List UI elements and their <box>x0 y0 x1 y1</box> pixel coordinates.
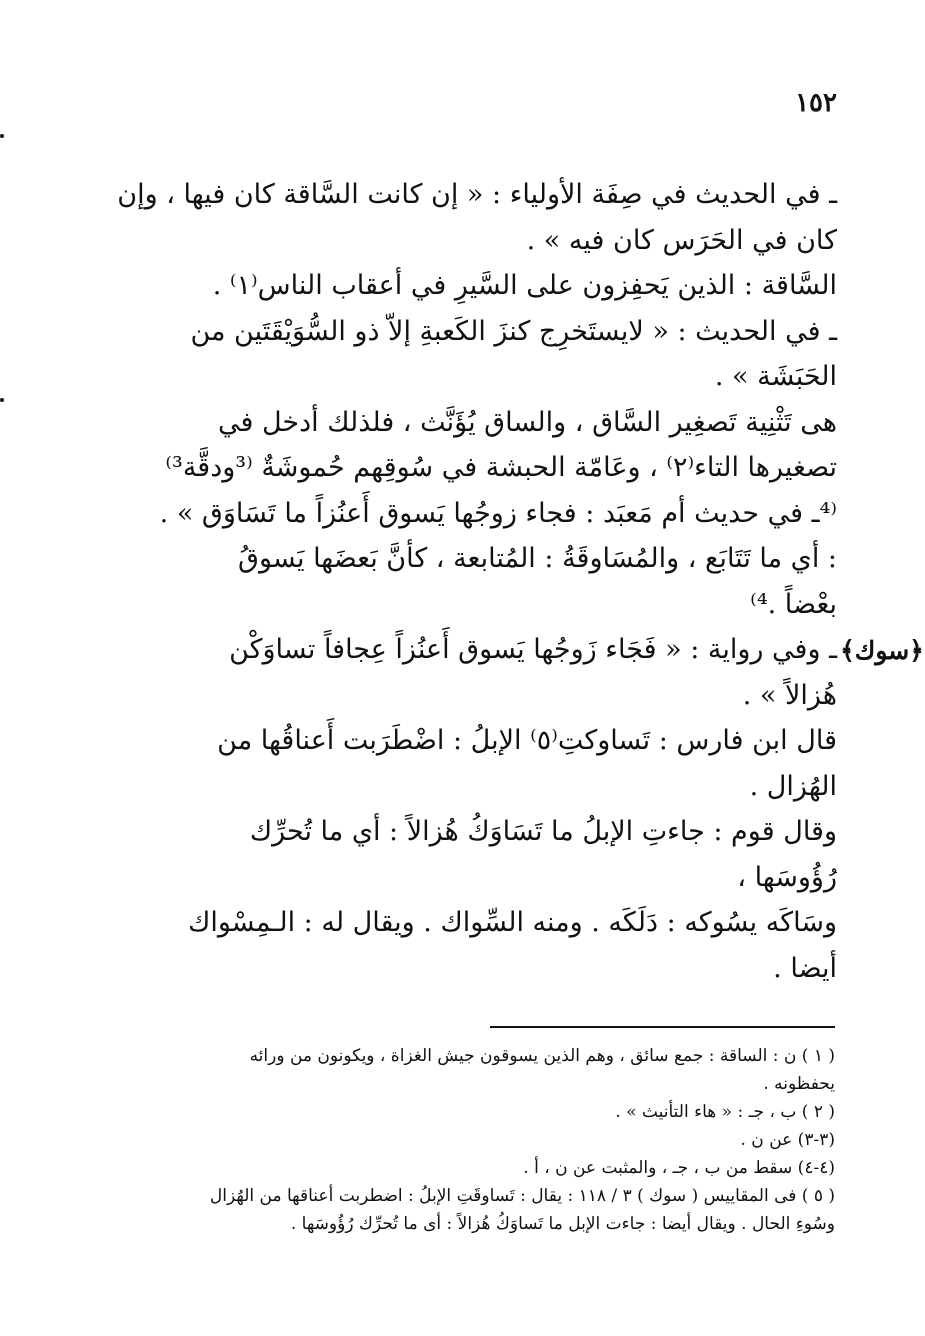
body-line: قال ابن فارس : تَساوكتِ⁽٥⁾ الإبلُ : اضْطَرَبت أَعناقُها من <box>217 725 837 756</box>
body-line: ـ في الحديث في صِفَة الأولياء : « إن كانت السَّاقة كان فيها ، وإن <box>117 179 837 210</box>
body-line: السَّاقة : الذين يَحفِزون على السَّيرِ في أعقاب الناس⁽١⁾ . <box>212 270 837 301</box>
body-line: وسَاكَه يسُوكه : دَلَكَه . ومنه السِّواك . ويقال له : الـمِسْواك <box>188 907 837 938</box>
footnote-line: ( ١ ) ن : الساقة : جمع سائق ، وهم الذين يسوقون جيش الغزاة ، ويكونون من ورائه <box>249 1046 835 1066</box>
body-line: هُزالاً » . <box>742 679 837 711</box>
page-number: ١٥٢ <box>795 88 837 118</box>
body-line: ـ وفي رواية : « فَجَاء زَوجُها يَسوق أَعنُزاً عِجافاً تساوَكْن <box>229 634 837 665</box>
footnote-rule <box>490 1026 835 1028</box>
footnotes <box>85 1042 835 1238</box>
body-line: : أي ما تَتَابَع ، والمُسَاوقَةُ : المُتابعة ، كأنَّ بَعضَها يَسوقُ <box>238 543 837 574</box>
body-line: ⁽⁴ـ في حديث أم مَعبَد : فجاء زوجُها يَسوق أَعنُزاً ما تَسَاوَق » . <box>159 497 837 529</box>
footnote-line: يحفظونه . <box>763 1074 835 1094</box>
body-line: الحَبَشَة » . <box>714 361 837 392</box>
footnote-line: (٣-٣) عن ن . <box>740 1130 835 1150</box>
body-line: هى تَثْنِية تَصغِير السَّاق ، والساق يُؤَنَّث ، فلذلك أدخل في <box>217 406 837 438</box>
body-line: الهُزال . <box>749 770 837 802</box>
scan-edge-mark <box>0 134 4 138</box>
footnote-line: ( ٥ ) فى المقاييس ( سوك ) ٣ / ١١٨ : يقال : تَساوقَتِ الإبلُ : اضطربت أعناقها من الهُزال <box>209 1186 835 1206</box>
body-text <box>82 172 837 991</box>
body-line: وقال قوم : جاءتِ الإبلُ ما تَسَاوَكُ هُزالاً : أي ما تُحرِّك <box>249 816 837 847</box>
scan-edge-mark <box>0 398 4 402</box>
body-line: كان في الحَرَس كان فيه » . <box>526 224 837 256</box>
body-line: ـ في الحديث : « لايستَخرِج كنزَ الكَعبةِ إلاّ ذو السُّوَيْقَتَين من <box>190 315 837 347</box>
body-line: تصغيرها التاء⁽٢⁾ ، وعَامّة الحبشة في سُوقِهم حُموشَةٌ ⁽³ودقَّة³⁾ <box>165 452 837 483</box>
footnote-line: وسُوءِ الحال . ويقال أيضا : جاءت الإبل ما تَساوَكُ هُزالاً : أى ما تُحرِّك رُؤُوسَها . <box>290 1214 835 1234</box>
footnote-line: ( ٢ ) ب ، جـ : « هاء التأنيث » . <box>615 1102 835 1122</box>
body-line: بعْضاً .⁴⁾ <box>750 588 837 620</box>
side-heading: ﴿سوك﴾ <box>840 636 924 665</box>
body-line: رُؤُوسَها ، <box>737 861 837 893</box>
body-line: أيضا . <box>773 952 837 984</box>
footnote-line: (٤-٤) سقط من ب ، جـ ، والمثبت عن ن ، أ . <box>523 1158 835 1178</box>
